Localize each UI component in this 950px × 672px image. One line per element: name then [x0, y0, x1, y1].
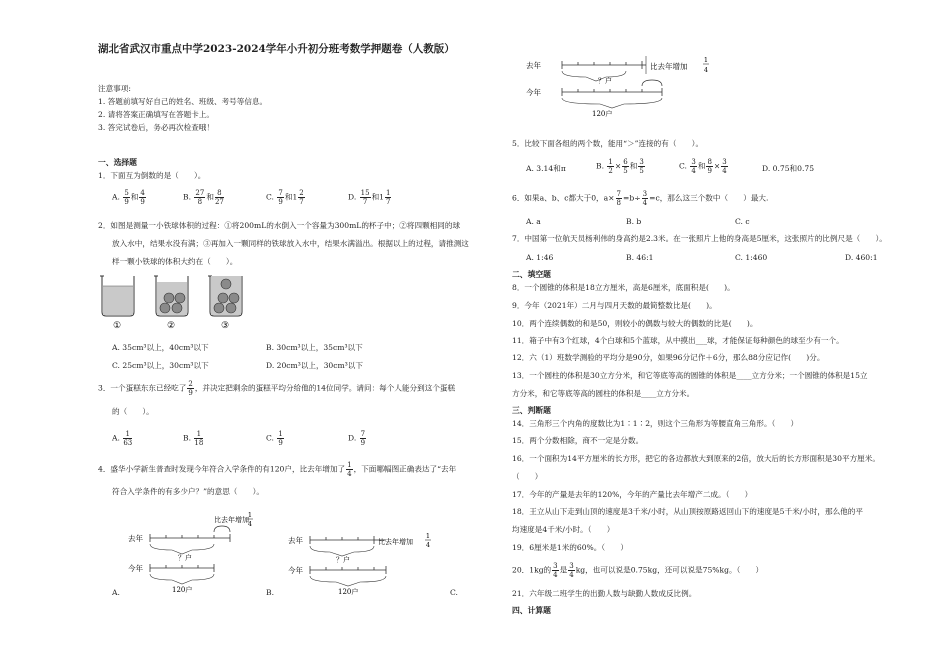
fraction: $\frac{3}{4}$: [569, 562, 574, 579]
question-1-stem: 1．下面互为倒数的是（ ）。: [98, 171, 206, 180]
question-2-line: 2．如图是测量一小铁球体积的过程：①将200mL的水倒入一个容量为300mL的杯子中；②将四颗相同的球: [98, 221, 461, 230]
svg-text:比去年增加: 比去年增加: [214, 516, 249, 524]
svg-text:1: 1: [425, 532, 431, 540]
svg-text:120户: 120户: [338, 588, 359, 596]
fraction: $\frac{3}{4}$: [642, 190, 648, 207]
question-5-stem: 5．比较下面各组的两个数，能用“＞”连接的有（ ）。: [512, 139, 704, 148]
q4-diagram-c: [520, 48, 720, 118]
q3-option-a[interactable]: A. $\frac{1}{63}$: [112, 430, 133, 447]
svg-text:今年: 今年: [526, 88, 541, 97]
fraction: $\frac{5}{9}$: [124, 189, 129, 206]
q3-option-c[interactable]: C. $\frac{1}{9}$: [266, 430, 283, 447]
svg-text:今年: 今年: [288, 566, 303, 575]
beaker-2: [154, 276, 188, 316]
svg-text:1: 1: [247, 511, 253, 519]
judge-question: 14．三角形三个内角的度数比为1∶1∶2，则这个三角形为等腰直角三角形。（ ）: [512, 419, 799, 428]
q4-option-c[interactable]: C.: [450, 588, 458, 597]
fill-question: 10．两个连续偶数的和是50，则较小的偶数与较大的偶数的比是( )。: [512, 319, 758, 328]
section-heading: 三、判断题: [512, 406, 551, 415]
section-heading: 四、计算题: [512, 606, 551, 615]
q1-option-c[interactable]: C. $\frac{7}{9}$ 和1 $\frac{2}{7}$: [266, 189, 304, 206]
fraction: $\frac{7}{9}$: [360, 430, 366, 447]
beaker-1: [100, 276, 134, 316]
fill-question: 方分米，和它等底等高的圆柱的体积是____立方分米。: [512, 389, 695, 398]
question-4-line: 4．盛华小学新生普查时发现今年符合入学条件的有120户，比去年增加了 $\frac{1}{4}$ ，下面哪幅图正确表达了“去年: [98, 461, 457, 478]
q3-option-d[interactable]: D. $\frac{7}{9}$: [348, 430, 366, 447]
svg-text:1: 1: [703, 56, 709, 64]
q4-option-b[interactable]: B.: [266, 588, 274, 597]
svg-text:去年: 去年: [128, 534, 143, 543]
svg-text:120户: 120户: [592, 110, 613, 118]
judge-question: 18．王立从山下走到山顶的速度是3千米/小时，从山顶按原路返回山下的速度是5千米/小时，那么他的平: [512, 507, 863, 516]
fraction: $\frac{27}{8}$: [195, 189, 205, 206]
svg-text:4: 4: [247, 520, 253, 528]
judge-question: 17．今年的产量是去年的120%，今年的产量比去年增产二成。（ ）: [512, 490, 753, 499]
q7-option-a[interactable]: A. 1:46: [526, 253, 554, 262]
q3-option-b[interactable]: B. $\frac{1}{18}$: [183, 430, 204, 447]
question-6-line: 6．如果a、b、c都大于0，a× $\frac{7}{8}$ =b÷ $\frac{3}{4}$ =c，那么这三个数中（ ）最大.: [512, 190, 769, 207]
q1-option-b[interactable]: B. $\frac{27}{8}$ 和 $\frac{8}{27}$: [183, 189, 224, 206]
svg-text:4: 4: [425, 541, 431, 549]
fill-question: 13．一个圆柱的体积是30立方分米，和它等底等高的圆锥的体积是____立方分米；一个圆锥的体积是15立: [512, 371, 868, 380]
q7-option-c[interactable]: C. 1:460: [735, 253, 768, 262]
judge-question: 21．六年级二班学生的出勤人数与缺勤人数成反比例。: [512, 589, 697, 598]
q6-option-c[interactable]: C. c: [735, 217, 750, 226]
fraction: $\frac{3}{4}$: [722, 158, 727, 175]
question-2-line: 放入水中，结果水没有满；③再加入一颗同样的铁球放入水中，结果水满溢出。根据以上的过程，请推测这: [112, 239, 469, 248]
question-3-line: 3．一个蛋糕东东已经吃了 $\frac{2}{9}$ ，并决定把剩余的蛋糕平均分给他的14位同学。请问：每个人能分到这个蛋糕: [98, 380, 456, 397]
question-4-line: 符合入学条件的有多少户？”的意思（ ）。: [112, 487, 264, 496]
q6-option-a[interactable]: A. a: [526, 217, 541, 226]
q2-option-b[interactable]: B. 30cm³以上，35cm³以下: [266, 343, 363, 352]
q4-option-a[interactable]: A.: [112, 588, 120, 597]
fraction: $\frac{3}{5}$: [639, 158, 644, 175]
beaker-label: ③: [221, 321, 230, 331]
q2-option-a[interactable]: A. 35cm³以上，40cm³以下: [112, 343, 209, 352]
q5-option-d[interactable]: D. 0.7̇5和0.7̇5̇: [762, 164, 815, 173]
svg-text:去年: 去年: [288, 536, 303, 545]
svg-text:比去年增加: 比去年增加: [378, 538, 413, 546]
q7-option-d[interactable]: D. 460:1: [845, 253, 878, 262]
fraction: $\frac{1}{63}$: [123, 430, 133, 447]
question-2-line: 样一颗小铁球的体积大约在（ ）。: [112, 257, 238, 266]
fill-question: 9．今年（2021年）二月与四月天数的最简整数比是( )。: [512, 301, 717, 310]
fraction: $\frac{7}{9}$: [278, 189, 283, 206]
fraction: $\frac{6}{5}$: [623, 158, 628, 175]
fraction: $\frac{3}{4}$: [553, 562, 558, 579]
fill-question: 11．箱子中有3个红球，4个白球和5个蓝球，从中摸出___球，才能保证每种颜色的球至少有一个。: [512, 336, 844, 345]
fraction: $\frac{8}{9}$: [707, 158, 712, 175]
q5-option-a[interactable]: A. 3.14和π: [526, 164, 566, 173]
q1-option-a[interactable]: A. $\frac{5}{9}$ 和 $\frac{4}{9}$: [112, 189, 145, 206]
q5-option-b[interactable]: B. $\frac{1}{2}$ × $\frac{6}{5}$ 和 $\frac{3}{5}$: [596, 158, 644, 175]
svg-text:120户: 120户: [172, 586, 193, 594]
fraction: $\frac{1}{9}$: [278, 430, 283, 447]
fraction: $\frac{4}{9}$: [140, 189, 145, 206]
svg-text:今年: 今年: [128, 564, 143, 573]
q2-option-d[interactable]: D. 20cm³以上，30cm³以下: [266, 361, 363, 370]
beakers-figure: [96, 270, 286, 332]
fill-question: 8．一个圆锥的体积是18立方厘米，高是6厘米，底面积是( )。: [512, 283, 735, 292]
page-title: 湖北省武汉市重点中学2023-2024学年小升初分班考数学押题卷（人教版）: [98, 43, 455, 55]
svg-text:？户: ？户: [178, 554, 192, 562]
notice-heading: 注意事项:: [98, 84, 131, 93]
fraction: $\frac{1}{18}$: [194, 430, 204, 447]
judge-question: 19．6厘米是1米的60%。（ ）: [512, 543, 628, 552]
beaker-label: ②: [167, 321, 176, 331]
q4-diagram-b: [280, 508, 440, 596]
judge-question: 15．两个分数相除，商不一定是分数。: [512, 436, 644, 445]
fraction: $\frac{7}{8}$: [616, 190, 622, 207]
svg-text:？户: ？户: [336, 556, 350, 564]
judge-question: （ ）: [512, 472, 543, 481]
notice-item: 3. 答完试卷后，务必再次检查哦！: [98, 123, 214, 132]
q4-diagram-a: [118, 508, 258, 596]
q1-option-d[interactable]: D. $\frac{15}{7}$ 和1 $\frac{1}{7}$: [348, 189, 391, 206]
question-3-line: 的（ ）。: [112, 407, 154, 416]
fraction: $\frac{2}{7}$: [299, 189, 304, 206]
question-7-stem: 7．中国第一位航天员杨利伟的身高约是2.3米。在一张照片上他的身高是5厘米，这张照片的比例尺是（ ）。: [512, 234, 887, 243]
fraction: $\frac{1}{7}$: [386, 189, 391, 206]
fraction: $\frac{8}{27}$: [214, 189, 224, 206]
fill-question: 12．六（1）班数学测验的平均分是90分，如果96分记作＋6分，那么88分应记作( )分。: [512, 353, 825, 362]
section-heading: 一、选择题: [98, 158, 137, 167]
notice-item: 1. 答题前填写好自己的姓名、班级、考号等信息。: [98, 97, 268, 106]
q7-option-b[interactable]: B. 46:1: [626, 253, 654, 262]
q6-option-b[interactable]: B. b: [626, 217, 642, 226]
judge-question: 16．一个面积为14平方厘米的长方形，把它的各边都放大到原来的2倍，放大后的长方形面积是30平方厘米。: [512, 454, 880, 463]
notice-item: 2. 请将答案正确填写在答题卡上。: [98, 110, 214, 119]
fraction: $\frac{3}{4}$: [691, 158, 696, 175]
beaker-label: ①: [113, 321, 122, 331]
svg-text:比去年增加: 比去年增加: [650, 62, 688, 71]
svg-text:？户: ？户: [598, 77, 612, 85]
q5-option-c[interactable]: C. $\frac{3}{4}$ 和 $\frac{8}{9}$ × $\frac{3}{4}$: [679, 158, 727, 175]
fraction: $\frac{2}{9}$: [188, 380, 193, 397]
beaker-3: [208, 276, 242, 316]
fraction: $\frac{1}{2}$: [608, 158, 613, 175]
fraction: $\frac{15}{7}$: [360, 189, 370, 206]
section-heading: 二、填空题: [512, 270, 551, 279]
q2-option-c[interactable]: C. 25cm³以上，30cm³以下: [112, 361, 209, 370]
svg-text:4: 4: [703, 66, 709, 74]
fraction: $\frac{1}{4}$: [347, 461, 352, 478]
svg-text:去年: 去年: [526, 61, 541, 70]
judge-question-20: 20．1kg的 $\frac{3}{4}$ 是 $\frac{3}{4}$ kg，也可以说是0.75kg，还可以说是75%kg。（ ）: [512, 562, 764, 579]
judge-question: 均速度是4千米/小时。（ ）: [512, 525, 615, 534]
